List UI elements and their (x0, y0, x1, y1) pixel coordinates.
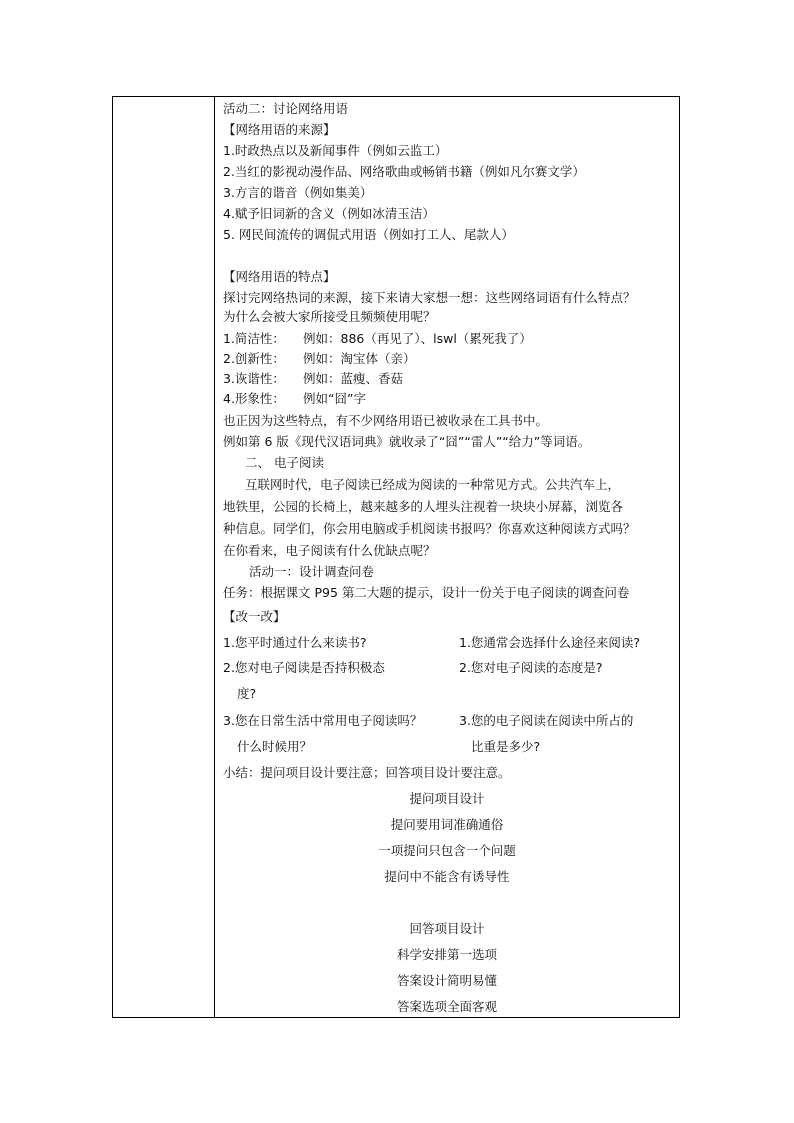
source-item: 4.赋予旧词新的含义（例如冰清玉洁） (223, 206, 435, 221)
source-item: 3.方言的谐音（例如集美） (223, 185, 373, 200)
feature-example: 例如：淘宝体（亲） (303, 351, 416, 366)
question-left: 1.您平时通过什么来读书? (223, 635, 367, 650)
feature-example: 例如：886（再见了）、lswl（累死我了） (303, 331, 532, 346)
question-left: 3.您在日常生活中常用电子阅读吗？ (223, 713, 423, 728)
section2-paragraph: 互联网时代，电子阅读已经成为阅读的一种常见方式。公共汽车上， (245, 477, 621, 492)
left-column-cell (113, 97, 215, 1017)
feature-example: 例如“囧”字 (303, 391, 366, 406)
question-left: 2.您对电子阅读是否持积极态 (223, 660, 385, 675)
section2-title: 二、 电子阅读 (245, 455, 324, 470)
question-left: 度? (237, 686, 257, 701)
source-item: 1.时政热点以及新闻事件（例如云监工） (223, 143, 448, 158)
features-note: 例如第 6 版《现代汉语词典》就收录了“囧”“雷人”“给力”等词语。 (223, 434, 591, 449)
question-left: 什么时候用？ (237, 739, 313, 754)
features-intro: 为什么会被大家所接受且频频使用呢？ (223, 309, 436, 324)
source-item: 5. 网民间流传的调侃式用语（例如打工人、尾款人） (223, 227, 514, 242)
feature-item (223, 351, 416, 367)
feature-label: 2.创新性： (223, 351, 285, 366)
source-item: 2.当红的影视动漫作品、网络歌曲或畅销书籍（例如凡尔赛文学） (223, 164, 585, 179)
question-right: 1.您通常会选择什么途径来阅读? (459, 635, 641, 650)
question-right: 3.您的电子阅读在阅读中所占的 (459, 713, 634, 728)
feature-label: 4.形象性： (223, 391, 285, 406)
revise-heading: 【改一改】 (223, 609, 286, 624)
features-intro: 探讨完网络热词的来源，接下来请大家想一想：这些网络词语有什么特点？ (223, 290, 636, 305)
ask-design-item: 一项提问只包含一个问题 (378, 843, 516, 858)
question-right: 比重是多少? (471, 739, 541, 754)
feature-label: 1.简洁性： (223, 331, 285, 346)
answer-design-title: 回答项目设计 (409, 921, 485, 936)
answer-design-item: 答案选项全面客观 (396, 999, 497, 1014)
answer-design-item: 答案设计简明易懂 (396, 973, 497, 988)
feature-item (223, 391, 366, 407)
ask-design-item: 提问要用词准确通俗 (390, 817, 504, 832)
task-text: 任务：根据课文 P95 第二大题的提示，设计一份关于电子阅读的调查问卷 (223, 585, 630, 600)
ask-design-item: 提问中不能含有诱导性 (384, 869, 510, 884)
section2-paragraph: 在你看来，电子阅读有什么优缺点呢？ (223, 543, 436, 558)
section2-paragraph: 地铁里，公园的长椅上，越来越多的人埋头注视着一块块小屏幕，浏览各 (223, 499, 624, 514)
feature-label: 3.诙谐性： (223, 371, 285, 386)
activity2-title: 活动二：讨论网络用语 (223, 101, 349, 116)
feature-item (223, 371, 403, 387)
features-note: 也正因为这些特点，有不少网络用语已被收录在工具书中。 (223, 413, 549, 428)
feature-example: 例如：蓝瘦、香菇 (303, 371, 404, 386)
content-cell (215, 97, 679, 1017)
summary-text: 小结：提问项目设计要注意；回答项目设计要注意。 (223, 765, 511, 780)
ask-design-title: 提问项目设计 (409, 791, 485, 806)
activity1-title: 活动一：设计调查问卷 (249, 564, 375, 579)
feature-item (223, 331, 532, 347)
sources-heading: 【网络用语的来源】 (223, 122, 336, 137)
features-heading: 【网络用语的特点】 (223, 269, 336, 284)
question-right: 2.您对电子阅读的态度是? (459, 660, 603, 675)
answer-design-item: 科学安排第一选项 (396, 947, 497, 962)
lesson-table (112, 96, 680, 1018)
section2-paragraph: 种信息。同学们，你会用电脑或手机阅读书报吗？你喜欢这种阅读方式吗？ (223, 521, 636, 536)
